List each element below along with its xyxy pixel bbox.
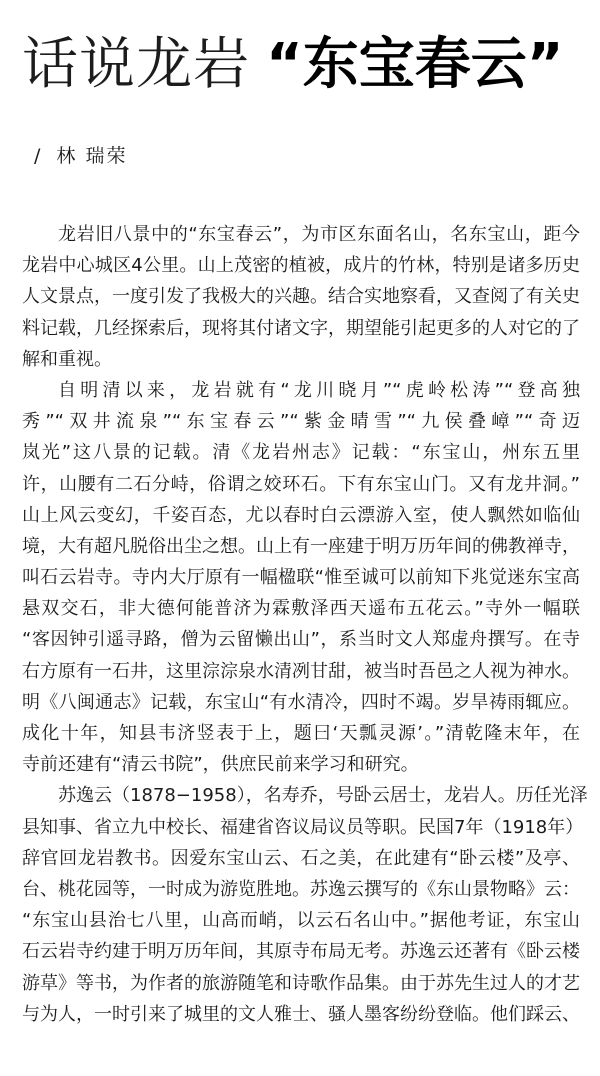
- text-line: 岚光”这八景的记载。清《龙岩州志》记载：“东宝山，州东五里: [22, 442, 580, 464]
- text-line: 石云岩寺约建于明万历年间，其原寺布局无考。苏逸云还著有《卧云楼: [22, 941, 580, 963]
- text-line: 明《八闽通志》记载，东宝山“有水清冷，四时不竭。岁旱祷雨辄应。: [22, 691, 580, 713]
- text-line: 右方原有一石井，这里淙淙泉水清冽甘甜，被当时吾邑之人视为神水。: [22, 660, 580, 682]
- author-byline: [34, 142, 127, 170]
- text-line: 秀”“双井流泉”“东宝春云”“紫金晴雪”“九侯叠嶂”“奇迈: [22, 411, 580, 433]
- text-line: 料记载，几经探索后，现将其付诸文字，期望能引起更多的人对它的了: [22, 317, 580, 339]
- text-line: 悬双交石，非大德何能普济为霖敷泽西天遥布五花云。”寺外一幅联: [22, 598, 580, 620]
- title-light-part: 话说龙岩: [22, 32, 250, 97]
- text-line: 境，大有超凡脱俗出尘之想。山上有一座建于明万历年间的佛教禅寺，: [22, 535, 580, 557]
- text-line: 龙岩中心城区4公里。山上茂密的植被，成片的竹林，特别是诸多历史: [22, 255, 580, 277]
- text-line: 龙岩旧八景中的“东宝春云”，为市区东面名山，名东宝山，距今: [58, 224, 580, 245]
- text-line: 叫石云岩寺。寺内大厅原有一幅楹联“惟至诚可以前知下兆觉迷东宝高: [22, 567, 580, 589]
- title-bold-part: “东宝春云”: [266, 32, 564, 97]
- text-line: 山上风云变幻，千姿百态，尤以春时白云漂游入室，使人飘然如临仙: [22, 504, 580, 526]
- text-line: 成化十年，知县韦济竖表于上，题曰‘天瓢灵源’。”清乾隆末年，在: [22, 723, 580, 744]
- text-line: “东宝山县治七八里，山高而峭，以云石名山中。”据他考证，东宝山: [22, 910, 580, 932]
- text-line: 寺前还建有“清云书院”，供庶民前来学习和研究。: [22, 754, 419, 776]
- text-line: 许，山腰有二石分峙，俗谓之姣环石。下有东宝山门。又有龙井洞。”: [22, 473, 580, 495]
- text-line: 自明清以来，龙岩就有“龙川晓月”“虎岭松涛”“登高独: [58, 379, 580, 401]
- article-title: [22, 30, 564, 100]
- text-line: “客因钟引遥寻路，僧为云留懒出山”，系当时文人郑虚舟撰写。在寺: [22, 629, 580, 651]
- author-name: 林 瑞荣: [56, 145, 128, 167]
- text-line: 解和重视。: [22, 348, 112, 370]
- text-line: 辞官回龙岩教书。因爱东宝山云、石之美，在此建有“卧云楼”及亭、: [22, 847, 580, 869]
- text-line: 台、桃花园等，一时成为游览胜地。苏逸云撰写的《东山景物略》云：: [22, 878, 580, 900]
- text-line: 县知事、省立九中校长、福建省咨议局议员等职。民国7年（1918年）: [22, 816, 584, 838]
- text-line: 游草》等书，为作者的旅游随笔和诗歌作品集。由于苏先生过人的才艺: [22, 972, 580, 994]
- text-line: 苏逸云（1878−1958），名寿乔，号卧云居士，龙岩人。历任光泽: [58, 785, 588, 807]
- text-line: 人文景点，一度引发了我极大的兴趣。结合实地察看，又查阅了有关史: [22, 286, 580, 308]
- byline-slash: /: [34, 145, 43, 167]
- text-line: 与为人，一时引来了城里的文人雅士、骚人墨客纷纷登临。他们踩云、: [22, 1003, 580, 1025]
- article-body: [22, 219, 588, 1030]
